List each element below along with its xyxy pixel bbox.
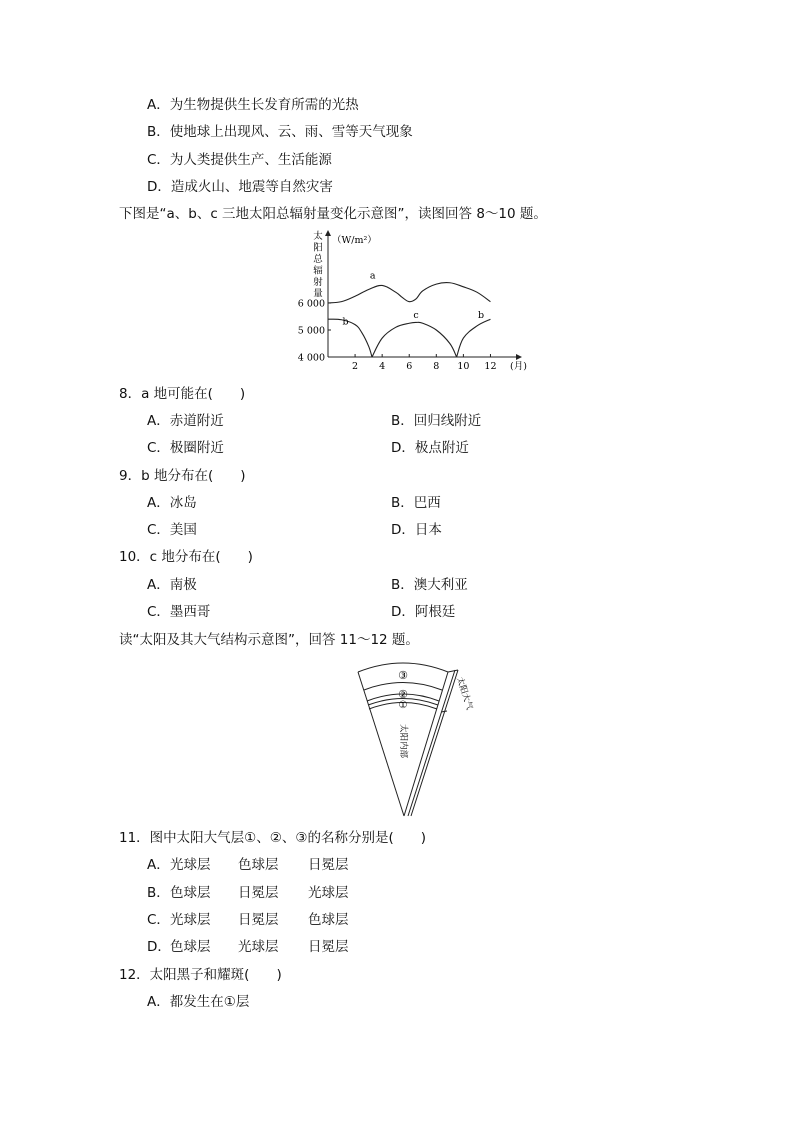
q8-option-b: B．回归线附近 bbox=[391, 413, 482, 429]
q9-option-b: B．巴西 bbox=[391, 495, 441, 511]
x-tick-label: 4 bbox=[379, 361, 386, 372]
q8-option-a: A．赤道附近 bbox=[147, 413, 224, 429]
series-line-b bbox=[328, 316, 372, 357]
layer-2-label: ② bbox=[398, 688, 408, 701]
q8-option-d: D．极点附近 bbox=[391, 440, 469, 456]
sun-structure-figure bbox=[356, 656, 475, 818]
bracket-line-2 bbox=[411, 670, 458, 816]
q11-d-letter: D． bbox=[147, 939, 171, 955]
prev-option-a: A．为生物提供生长发育所需的光热 bbox=[147, 97, 359, 113]
prev-option-d: D．造成火山、地震等自然灾害 bbox=[147, 179, 333, 195]
wedge-right-edge bbox=[404, 672, 448, 816]
chart-lines bbox=[328, 283, 490, 357]
question-8-stem: 8．a 地可能在( ) bbox=[119, 386, 246, 402]
bracket-top-tick bbox=[448, 670, 458, 672]
x-tick-label: 10 bbox=[457, 361, 470, 372]
question-9-stem: 9．b 地分布在( ) bbox=[119, 468, 246, 484]
q12-option-a: A．都发生在①层 bbox=[147, 994, 250, 1010]
q11-a-item-1: 光球层 bbox=[170, 857, 211, 873]
x-axis-arrow bbox=[516, 354, 522, 360]
x-unit-label: (月) bbox=[510, 361, 527, 372]
x-tick-label: 6 bbox=[406, 361, 413, 372]
q11-b-letter: B． bbox=[147, 885, 170, 901]
series-label-a: a bbox=[369, 270, 376, 282]
q11-a-item-2: 色球层 bbox=[238, 857, 279, 873]
series-line-a bbox=[328, 283, 490, 303]
chart-axes bbox=[325, 230, 522, 360]
question-12-stem: 12．太阳黑子和耀斑( ) bbox=[119, 967, 282, 983]
y-label-char: 太 bbox=[313, 231, 323, 242]
x-tick-label: 2 bbox=[352, 361, 359, 372]
series-label-c: c bbox=[413, 309, 419, 321]
y-label-char: 辐 bbox=[313, 265, 323, 277]
x-tick-label: 8 bbox=[433, 361, 440, 372]
q11-b-item-2: 日冕层 bbox=[238, 885, 279, 901]
q10-option-c: C．墨西哥 bbox=[147, 604, 211, 620]
series-label-b: b bbox=[477, 309, 485, 321]
atmosphere-label: 太阳大气 bbox=[454, 675, 475, 712]
y-tick-label: 5 000 bbox=[297, 325, 325, 337]
question-11-stem: 11．图中太阳大气层①、②、③的名称分别是( ) bbox=[119, 830, 427, 846]
q11-d-item-3: 日冕层 bbox=[308, 939, 349, 955]
y-label-char: 量 bbox=[313, 288, 323, 300]
question-10-stem: 10．c 地分布在( ) bbox=[119, 549, 253, 565]
q11-c-letter: C． bbox=[147, 912, 170, 928]
y-label-char: 总 bbox=[313, 254, 323, 265]
q11-option-d bbox=[147, 938, 349, 956]
q11-option-b bbox=[147, 884, 349, 902]
q11-d-item-2: 光球层 bbox=[238, 939, 279, 955]
layer-3-label: ③ bbox=[398, 669, 408, 682]
q10-option-a: A．南极 bbox=[147, 577, 197, 593]
q11-option-a bbox=[147, 856, 349, 874]
interior-label: 太阳内部 bbox=[398, 724, 408, 759]
q11-c-item-3: 色球层 bbox=[308, 912, 349, 928]
layer-1-label: ① bbox=[398, 700, 408, 711]
q9-option-d: D．日本 bbox=[391, 522, 442, 538]
prev-option-c: C．为人类提供生产、生活能源 bbox=[147, 152, 332, 168]
y-tick-label: 4 000 bbox=[297, 352, 325, 364]
radiation-chart bbox=[296, 228, 528, 376]
y-label-char: 阳 bbox=[313, 242, 323, 254]
series-label-b: b bbox=[342, 316, 349, 328]
x-tick-label: 12 bbox=[484, 361, 497, 372]
y-axis-arrow bbox=[325, 230, 331, 236]
q11-c-item-2: 日冕层 bbox=[238, 912, 279, 928]
q11-a-letter: A． bbox=[147, 857, 170, 873]
q10-option-b: B．澳大利亚 bbox=[391, 577, 468, 593]
y-tick-label: 6 000 bbox=[297, 298, 325, 310]
q11-d-item-1: 色球层 bbox=[170, 939, 211, 955]
intro-8-10: 下图是“a、b、c 三地太阳总辐射量变化示意图”，读图回答 8～10 题。 bbox=[119, 206, 547, 222]
bracket-line-1 bbox=[408, 670, 455, 816]
series-line-c bbox=[372, 322, 457, 357]
series-line-b bbox=[457, 319, 491, 357]
q9-option-a: A．冰岛 bbox=[147, 495, 197, 511]
q11-b-item-3: 光球层 bbox=[308, 885, 349, 901]
q11-c-item-1: 光球层 bbox=[170, 912, 211, 928]
y-unit-label: （W/m²） bbox=[332, 235, 377, 246]
q11-option-c bbox=[147, 911, 349, 929]
q8-option-c: C．极圈附近 bbox=[147, 440, 224, 456]
intro-11-12: 读“太阳及其大气结构示意图”，回答 11～12 题。 bbox=[119, 632, 419, 648]
q9-option-c: C．美国 bbox=[147, 522, 197, 538]
q10-option-d: D．阿根廷 bbox=[391, 604, 456, 620]
q11-a-item-3: 日冕层 bbox=[308, 857, 349, 873]
prev-option-b: B．使地球上出现风、云、雨、雪等天气现象 bbox=[147, 124, 413, 140]
q11-b-item-1: 色球层 bbox=[170, 885, 211, 901]
y-label-char: 射 bbox=[313, 277, 323, 288]
